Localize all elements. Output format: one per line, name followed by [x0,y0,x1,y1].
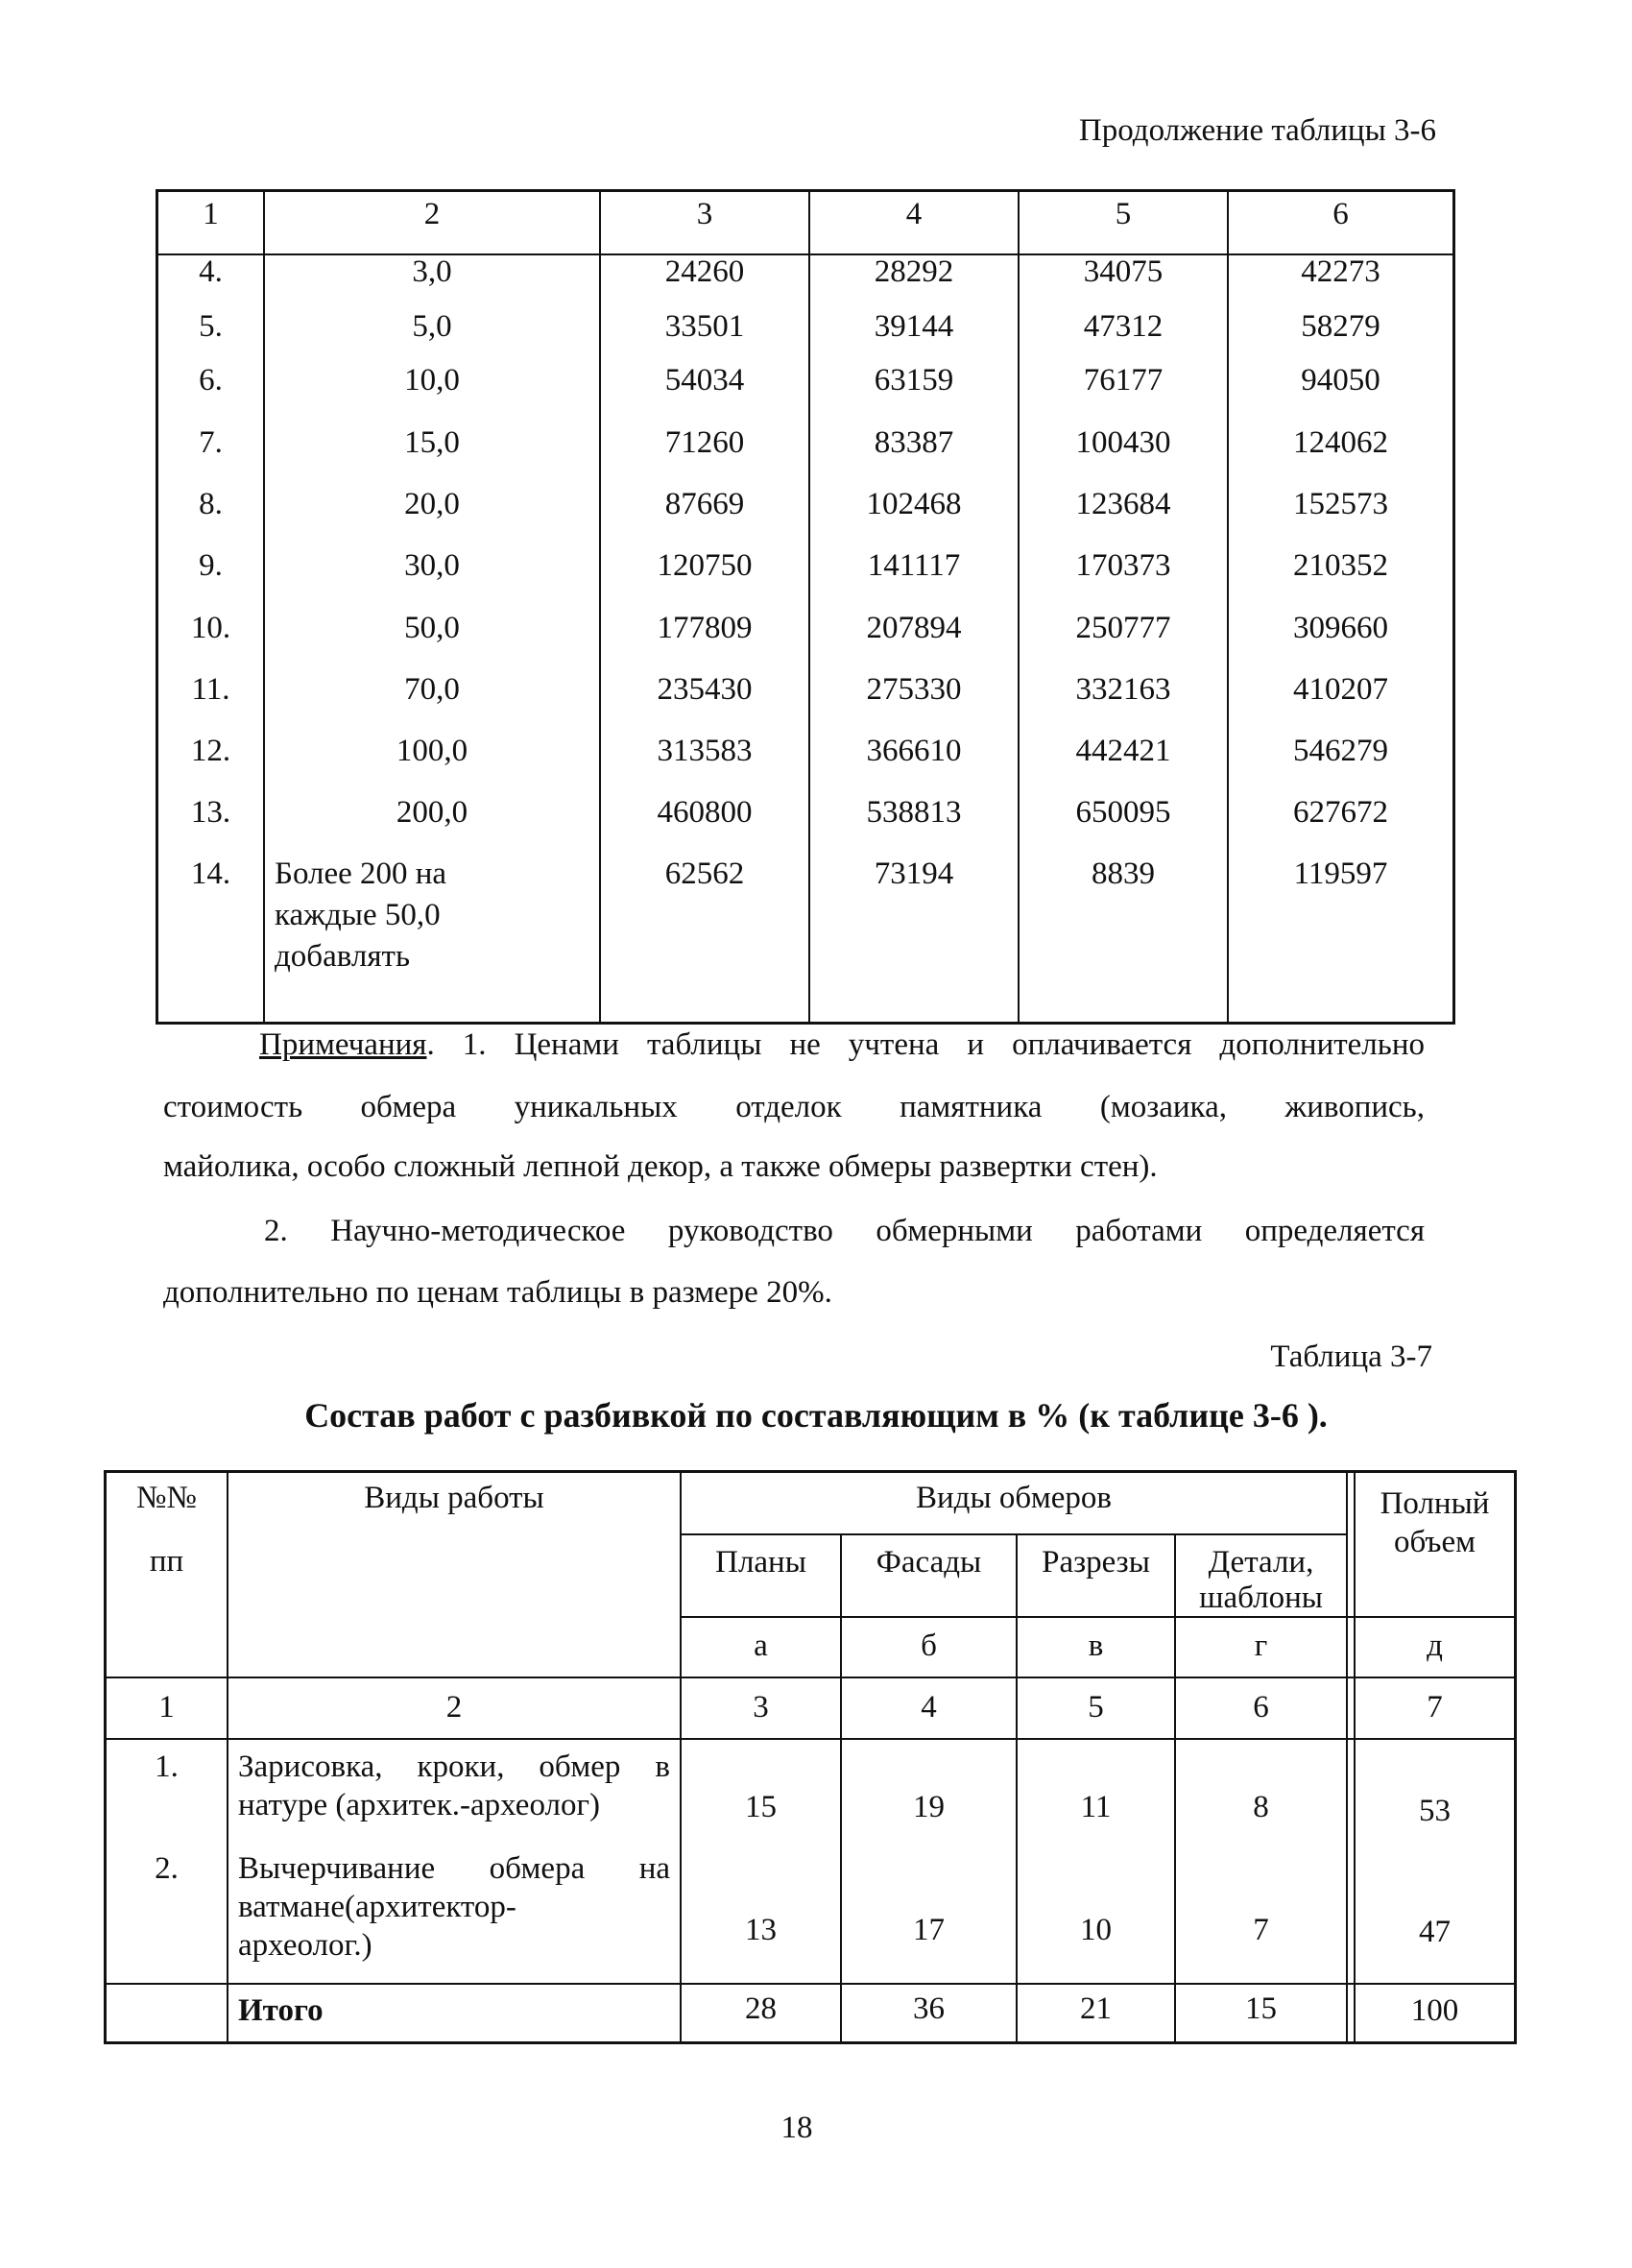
price-cell: 34075 [1083,254,1164,289]
price-cell: 83387 [874,425,954,460]
letter-cell: б [921,1629,937,1663]
row-1-num: 1. [155,1749,179,1784]
header-measure-types: Виды обмеров [916,1481,1112,1515]
area-cell: 15,0 [404,425,460,460]
price-cell: 76177 [1083,363,1164,398]
area-cell: 30,0 [404,548,460,583]
row-divider [107,1677,1514,1678]
row-divider [680,1616,1514,1618]
area-cell: 200,0 [396,795,468,830]
col-divider [1346,1473,1348,2041]
area-cell-line: добавлять [275,939,410,974]
row-1-value: 15 [745,1790,777,1824]
price-cell: 73194 [874,857,954,891]
note-1-line-1 [259,1025,1425,1064]
col-number-cell: 7 [1427,1690,1443,1725]
subheader-details-line2: шаблоны [1199,1580,1323,1615]
row-2-value: 10 [1080,1913,1112,1947]
note-1-text: . 1. Ценами таблицы не учтена и оплачивается дополнительно [426,1027,1425,1062]
area-cell: 5,0 [412,309,452,344]
price-cell: 42273 [1301,254,1380,289]
row-1-value: 53 [1419,1794,1451,1828]
price-cell: 309660 [1293,611,1388,645]
continuation-caption: Продолжение таблицы 3-6 [1078,113,1436,148]
table-3-7-caption: Таблица 3-7 [1270,1339,1432,1374]
row-2-num: 2. [155,1851,179,1886]
row-divider [680,1533,1348,1535]
letter-cell: д [1427,1629,1443,1663]
row-number-cell: 8. [199,487,223,521]
price-cell: 71260 [664,425,745,460]
row-1-value: 19 [913,1790,945,1824]
row-number-cell: 12. [190,734,231,768]
price-cell: 152573 [1293,487,1388,521]
col-number-cell: 5 [1088,1690,1104,1725]
row-divider [107,1738,1514,1740]
header-num-line1: №№ [136,1481,197,1515]
price-cell: 627672 [1293,795,1388,830]
row-number-cell: 6. [199,363,223,398]
price-cell: 650095 [1075,795,1171,830]
price-cell: 124062 [1293,425,1388,460]
page-number: 18 [780,2111,813,2145]
note-2-line-2: дополнительно по ценам таблицы в размере 20%. [163,1275,832,1310]
row-2-work-line3: археолог.) [238,1928,372,1963]
row-1-value: 8 [1253,1790,1269,1824]
price-cell: 94050 [1301,363,1380,398]
row-number-cell: 10. [190,611,231,645]
price-cell: 177809 [657,611,753,645]
price-cell: 54034 [664,363,745,398]
price-cell: 47312 [1083,309,1164,344]
price-cell: 275330 [866,672,962,707]
header-cell: 3 [696,197,713,231]
header-cell: 2 [423,197,441,231]
price-cell: 141117 [867,548,961,583]
area-cell: 50,0 [404,611,460,645]
price-cell: 250777 [1075,611,1171,645]
total-value: 28 [745,1991,777,2026]
col-number-cell: 4 [921,1690,937,1725]
price-cell: 8839 [1092,857,1155,891]
total-value: 36 [913,1991,945,2026]
row-number-cell: 4. [199,254,223,289]
area-cell: 100,0 [396,734,468,768]
area-cell-line: Более 200 на [275,857,447,891]
row-number-cell: 5. [199,309,223,344]
col-number-cell: 6 [1253,1690,1269,1725]
total-value: 15 [1245,1991,1277,2026]
price-cell: 62562 [664,857,745,891]
total-label: Итого [238,1993,324,2028]
row-1-value: 11 [1080,1790,1112,1824]
letter-cell: а [754,1629,768,1663]
note-1-line-3: майолика, особо сложный лепной декор, а также обмеры развертки стен). [163,1149,1158,1184]
header-full-volume-line2: объем [1393,1525,1476,1559]
area-cell: 3,0 [412,254,452,289]
price-cell: 442421 [1075,734,1171,768]
subheader-plans: Планы [715,1545,806,1580]
table-3-6 [156,189,1455,1025]
header-cell: 5 [1115,197,1132,231]
subheader-details-line1: Детали, [1208,1545,1314,1580]
header-full-volume-line1: Полный [1380,1486,1490,1521]
row-2-work-line1: Вычерчивание обмера на [238,1851,670,1886]
row-number-cell: 9. [199,548,223,583]
price-cell: 24260 [664,254,745,289]
col-number-cell: 2 [445,1690,463,1725]
row-number-cell: 11. [191,672,230,707]
row-2-value: 7 [1253,1913,1269,1947]
price-cell: 119597 [1293,857,1388,891]
price-cell: 28292 [874,254,954,289]
price-cell: 123684 [1075,487,1171,521]
area-cell: 70,0 [404,672,460,707]
row-number-cell: 7. [199,425,223,460]
price-cell: 313583 [657,734,753,768]
price-cell: 538813 [866,795,962,830]
total-value: 21 [1080,1991,1112,2026]
price-cell: 102468 [866,487,962,521]
area-cell: 20,0 [404,487,460,521]
price-cell: 63159 [874,363,954,398]
col-number-cell: 3 [753,1690,769,1725]
letter-cell: г [1254,1629,1268,1663]
col-number-cell: 1 [158,1690,175,1725]
col-divider [227,1473,228,2041]
price-cell: 100430 [1075,425,1171,460]
price-cell: 39144 [874,309,954,344]
note-2-line-1: 2. Научно-методическое руководство обмерными работами определяется [264,1214,1425,1248]
subheader-sections: Разрезы [1042,1545,1150,1580]
price-cell: 332163 [1075,672,1171,707]
price-cell: 207894 [866,611,962,645]
notes-heading: Примечания [259,1027,427,1062]
letter-cell: в [1088,1629,1104,1663]
price-cell: 366610 [866,734,962,768]
header-num-line2: пп [149,1544,184,1579]
header-cell: 1 [203,197,219,231]
header-work-types: Виды работы [364,1481,544,1515]
row-number-cell: 14. [190,857,231,891]
row-2-work-line2: ватмане(архитектор- [238,1890,516,1924]
note-1-line-2: стоимость обмера уникальных отделок памятника (мозаика, живопись, [163,1090,1425,1124]
price-cell: 170373 [1075,548,1171,583]
row-2-value: 47 [1419,1915,1451,1949]
price-cell: 235430 [657,672,753,707]
price-cell: 58279 [1301,309,1380,344]
table-3-7 [104,1470,1517,2044]
row-1-work-line1: Зарисовка, кроки, обмер в [238,1749,670,1784]
price-cell: 120750 [657,548,753,583]
total-value: 100 [1410,1993,1459,2028]
area-cell-line: каждые 50,0 [275,898,441,932]
row-number-cell: 13. [190,795,231,830]
price-cell: 410207 [1293,672,1388,707]
header-cell: 6 [1332,197,1349,231]
table-3-7-title: Состав работ с разбивкой по составляющим в % (к таблице 3-6 ). [304,1396,1328,1435]
price-cell: 33501 [664,309,745,344]
price-cell: 87669 [664,487,745,521]
price-cell: 546279 [1293,734,1388,768]
row-2-value: 13 [745,1913,777,1947]
price-cell: 460800 [657,795,753,830]
row-1-work-line2: натуре (архитек.-археолог) [238,1788,601,1822]
row-divider [107,1983,1514,1985]
row-2-value: 17 [913,1913,945,1947]
price-cell: 210352 [1293,548,1388,583]
header-cell: 4 [905,197,923,231]
subheader-facades: Фасады [876,1545,982,1580]
area-cell: 10,0 [404,363,460,398]
